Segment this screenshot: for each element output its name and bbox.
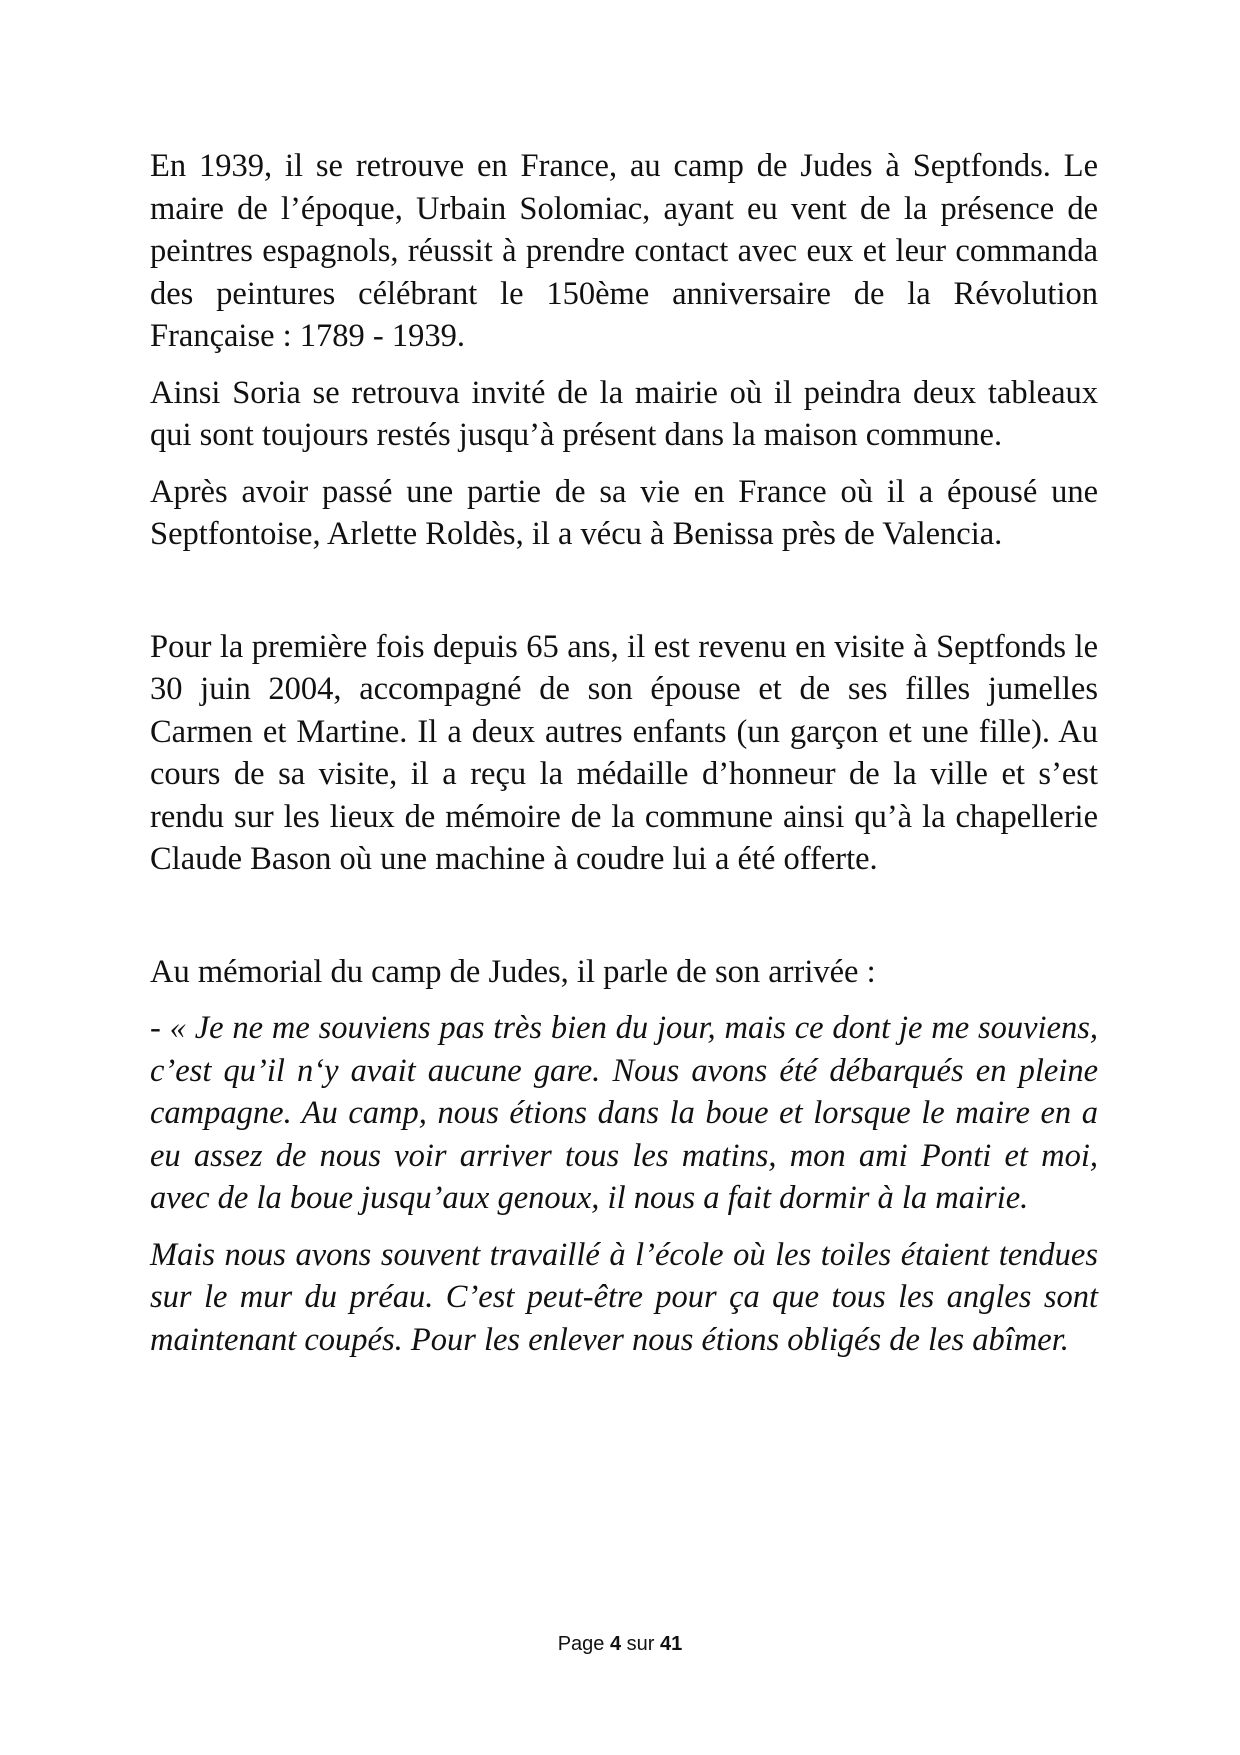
quote-dash: - xyxy=(150,1010,170,1046)
quote-paragraph xyxy=(150,1007,1098,1220)
page-separator: sur xyxy=(621,1633,661,1655)
page-number: 4 xyxy=(609,1633,622,1655)
page-label: Page xyxy=(557,1633,610,1655)
document-body xyxy=(150,145,1098,1361)
paragraph: Au mémorial du camp de Judes, il parle de son arrivée : xyxy=(150,953,876,990)
paragraph: Après avoir passé une partie de sa vie en France où il a épousé une Septfontoise, Arlette Roldès, il a vécu à Benissa près de Valencia. xyxy=(150,473,1098,552)
quote-text: « Je ne me souviens pas très bien du jour, mais ce dont je me souviens, c’est qu’il n‘y avait aucune gare. Nous avons été débarqués en pleine campagne. Au camp, nous étions dans la boue et lorsque le maire en a eu assez de nous voir arriver tous les matins, mon ami Ponti et moi, avec de la boue jusqu’aux genoux, il nous a fait dormir à la mairie. xyxy=(150,1010,1099,1216)
quote-paragraph: Mais nous avons souvent travaillé à l’école où les toiles étaient tendues sur le mur du préau. C’est peut-être pour ça que tous les angles sont maintenant coupés. Pour les enlever nous étions obligés de les abîmer. xyxy=(150,1236,1098,1358)
paragraph: Ainsi Soria se retrouva invité de la mairie où il peindra deux tableaux qui sont toujours restés jusqu’à présent dans la maison commune. xyxy=(150,374,1098,453)
paragraph: Pour la première fois depuis 65 ans, il est revenu en visite à Septfonds le 30 juin 2004, accompagné de son épouse et de ses filles jumelles Carmen et Martine. Il a deux autres enfants (un garçon et une fille). Au cours de sa visite, il a reçu la médaille d’honneur de la ville et s’est rendu sur les lieux de mémoire de la commune ainsi qu’à la chapellerie Claude Bason où une machine à coudre lui a été offerte. xyxy=(150,628,1098,877)
page-total: 41 xyxy=(660,1633,683,1655)
paragraph: En 1939, il se retrouve en France, au camp de Judes à Septfonds. Le maire de l’époque, Urbain Solomiac, ayant eu vent de la présence de peintres espagnols, réussit à prendre contact avec eux et leur commanda des peintures célébrant le 150ème anniversaire de la Révolution Française : 1789 - 1939. xyxy=(150,148,1098,354)
page-footer xyxy=(0,1633,1240,1656)
